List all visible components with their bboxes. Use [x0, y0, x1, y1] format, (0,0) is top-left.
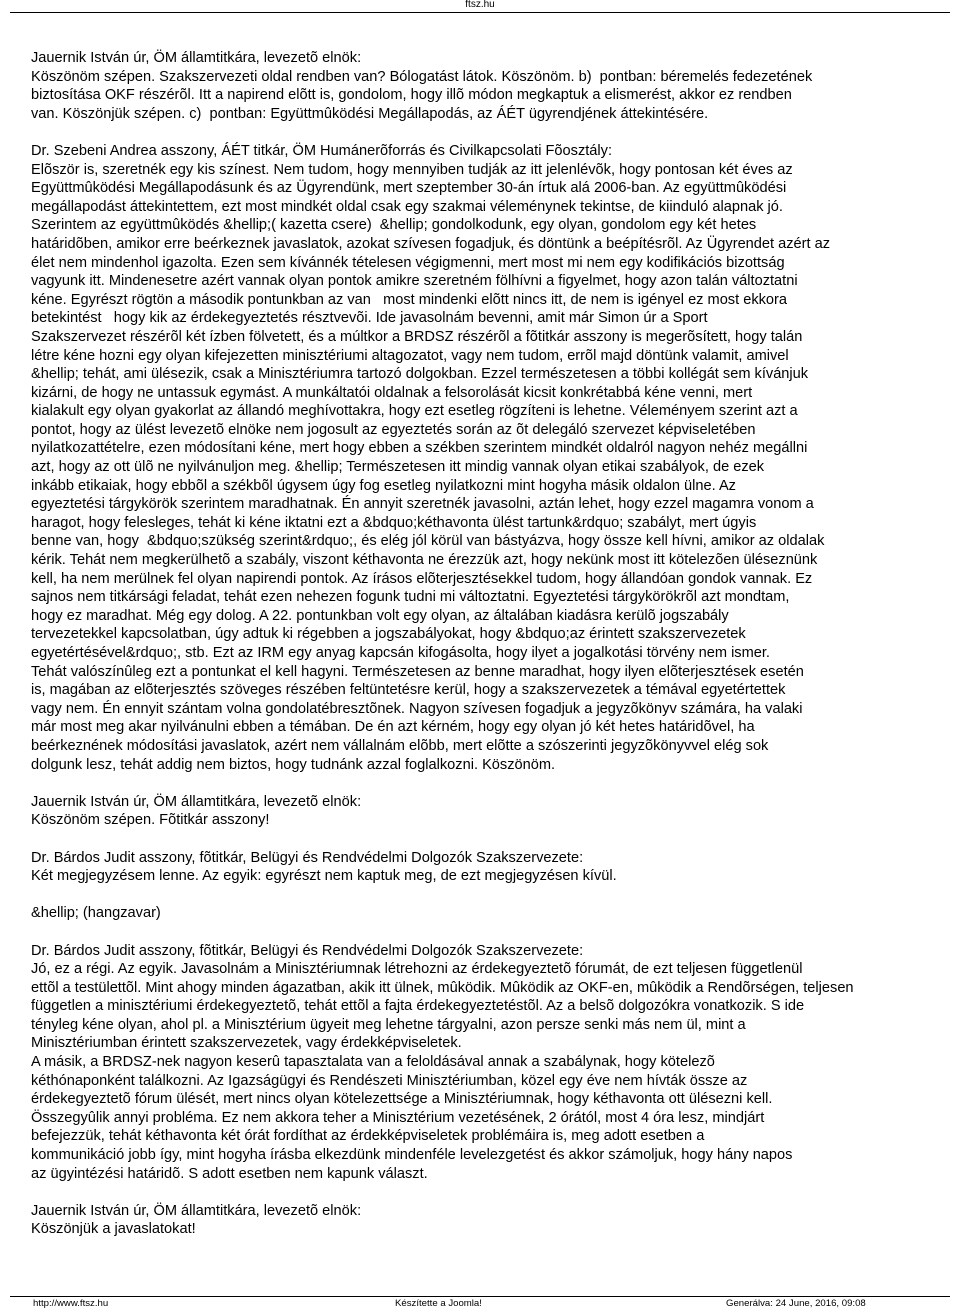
text-line: azt, hogy az ott ülõ ne nyilvánuljon meg. &hellip; Természetesen itt mindig vannak olyan etikai szabályok, de ezek — [31, 459, 765, 476]
text-line: kizárni, de hogy ne untassuk egymást. A munkáltatói oldalnak a felsorolását kicsit konkrétabbá kéne venni, mert — [31, 384, 753, 401]
text-line: már most meg akar nyilvánulni ebben a témában. De én azt kérném, hogy egy olyan jó két hetes határidõvel, ha — [31, 719, 755, 736]
paragraph — [31, 793, 959, 830]
text-line: vagy nem. Én ennyit szántam volna gondolatébresztõnek. Nagyon szívesen fogadjuk a jegyzõkönyv számára, ha valaki — [31, 700, 803, 717]
text-line: megállapodást áttekintettem, ezt most mindkét oldal csak egy szakmai véleménynek tekintse, de kiinduló alapnak jó. — [31, 198, 783, 215]
text-line: nyilatkozattételre, ezen módosítani kéne, mert hogy ebben a székben szerintem mindkét oldalról nagyon nehéz megállni — [31, 440, 808, 457]
text-line: &hellip; (hangzavar) — [31, 905, 161, 922]
text-line: hogy ez maradhat. Még egy dolog. A 22. pontunkban volt egy olyan, az általában kiadásra kerülõ jogszabály — [31, 607, 729, 624]
text-line: Elõször is, szeretnék egy kis színest. Nem tudom, hogy mennyiben tudják az itt jelenlévõk, hogy pontosan két éves az — [31, 161, 793, 178]
text-line: Összegyûlik annyi probléma. Ez nem akkora teher a Minisztérium vezetésének, 2 órától, most 4 óra lesz, mindjárt — [31, 1109, 765, 1126]
text-line: &hellip; tehát, ami ülésezik, csak a Minisztériumra tartozó dolgokban. Ezzel természetesen a többi kollégát sem kívánjuk — [31, 366, 809, 383]
text-line: Jó, ez a régi. Az egyik. Javasolnám a Minisztériumnak létrehozni az érdekegyeztetõ fórumát, de ezt teljesen függetlenül — [31, 961, 803, 978]
text-line: haragot, hogy felesleges, tehát ki kéne iktatni ezt a &bdquo;kéthavonta ülést tartunk&rdquo; szabályt, mert úgyis — [31, 514, 757, 531]
text-line: Köszönöm szépen. Szakszervezeti oldal rendben van? Bólogatást látok. Köszönöm. b) pontban: béremelés fedezetének — [31, 68, 813, 85]
text-line: egyeztetési tárgykörök szerintem maradhatnak. Én annyit szeretnék javasolni, aztán lehet, hogy ezzel magamra vonom a — [31, 496, 814, 513]
document-body — [31, 49, 959, 1258]
text-line: kell, ha nem merülnek fel olyan napirendi pontok. Az írásos elõterjesztésekkel tudom, hogy állandóan gondok vannak. Ez — [31, 570, 813, 587]
text-line: Köszönöm szépen. Fõtitkár asszony! — [31, 812, 270, 829]
text-line: élet nem mindenhol igazolta. Ezen sem kívánnék tételesen végigmenni, mert most mi nem egy kodifikációs bizottság — [31, 254, 785, 271]
text-line: dolgunk lesz, tehát addig nem biztos, hogy tudnánk azzal foglalkozni. Köszönöm. — [31, 756, 556, 773]
paragraph — [31, 849, 959, 886]
footer-divider — [10, 1296, 950, 1297]
footer-credit: Készítette a Joomla! — [395, 1298, 482, 1309]
footer-generated-date: Generálva: 24 June, 2016, 09:08 — [726, 1298, 866, 1309]
text-line: Köszönjük a javaslatokat! — [31, 1221, 196, 1238]
text-line: sajnos nem titkársági feladat, tehát ezen nehezen fogunk tudni mi változtatni. Egyeztetési tárgykörökrõl azt mondtam, — [31, 589, 790, 606]
paragraph — [31, 1202, 959, 1239]
text-line: Dr. Szebeni Andrea asszony, ÁÉT titkár, ÖM Humánerõforrás és Civilkapcsolati Fõosztály: — [31, 142, 613, 159]
text-line: Együttmûködési Megállapodásunk és az Ügyrendünk, mert szeptember 30-án írtuk alá 2006-ban. Az együttmûködési — [31, 180, 787, 197]
text-line: kialakult egy olyan gyakorlat az állandó meghívottakra, hogy ezt esetleg rögzíteni is lehetne. Véleményem szerint azt a — [31, 403, 798, 420]
text-line: az ügyintézési határidõ. S adott esetben nem kapunk választ. — [31, 1165, 428, 1182]
text-line: befejezzük, tehát kéthavonta két órát fordíthat az érdekképviseletek problémáira is, meg adott esetben a — [31, 1128, 705, 1145]
text-line: ettõl a testülettõl. Mint ahogy minden ágazatban, akik itt ülnek, mûködik. Mûködik az OKF-en, mûködik a Rendõrségen, teljesen — [31, 979, 854, 996]
text-line: létre kéne hozni egy olyan kifejezetten minisztériumi altagozatot, vagy nem tudom, errõl majd döntünk valamit, amivel — [31, 347, 789, 364]
text-line: Jauernik István úr, ÖM államtitkára, levezetõ elnök: — [31, 50, 362, 66]
text-line: beérkeznének módosítási javaslatok, azért nem vállalnám elõbb, mert elõtte a szószerinti jegyzõkönyvvel elég sok — [31, 737, 769, 754]
text-line: Szakszervezet részérõl két ízben fölvetett, és a múltkor a BRDSZ részérõl a fõtitkár asszony is megerõsített, hogy talán — [31, 328, 803, 345]
text-line: inkább etikaiak, hogy ebbõl a székbõl úgysem úgy fog esetleg nyilatkozni mint hogyha másik oldalon ülne. Az — [31, 477, 736, 494]
text-line: biztosítása OKF részérõl. Itt a napirend elõtt is, gondolom, hogy illõ módon megkaptuk a elismerést, akkor ez rendben — [31, 87, 792, 104]
text-line: Jauernik István úr, ÖM államtitkára, levezetõ elnök: — [31, 793, 362, 810]
text-line: kéthónaponként találkozni. Az Igazságügyi és Rendészeti Minisztériumban, közel egy éve nem hívták össze az — [31, 1072, 748, 1089]
footer-site-link[interactable]: http://www.ftsz.hu — [33, 1298, 109, 1309]
text-line: határidõben, amikor erre beérkeznek javaslatok, azokat szívesen fogadjuk, és döntünk a beépítésrõl. Az Ügyrendet azért az — [31, 235, 831, 252]
text-line: Dr. Bárdos Judit asszony, fõtitkár, Belügyi és Rendvédelmi Dolgozók Szakszervezete: — [31, 942, 584, 959]
text-line: betekintést hogy kik az érdekegyeztetés résztvevõi. Ide javasolnám bevenni, amit már Simon úr a Sport — [31, 310, 708, 327]
text-line: vagyunk itt. Mindenesetre azért vannak olyan pontok amikre szeretném fölhívni a figyelmet, hogy azon talán változtatni — [31, 273, 798, 290]
paragraph — [31, 904, 959, 923]
paragraph — [31, 49, 959, 123]
site-header: ftsz.hu — [465, 0, 495, 10]
text-line: Dr. Bárdos Judit asszony, fõtitkár, Belügyi és Rendvédelmi Dolgozók Szakszervezete: — [31, 849, 584, 866]
text-line: Minisztériumban érintett szakszervezetek, vagy érdekképviseletek. — [31, 1035, 462, 1052]
paragraph — [31, 142, 959, 774]
text-line: Szerintem az együttmûködés &hellip;( kazetta csere) &hellip; gondolkodunk, egy olyan, gondolom egy két hetes — [31, 217, 757, 234]
text-line: kéne. Egyrészt rögtön a második pontunkban az van most mindenki elõtt nincs itt, de nem is igényel ez most ekkora — [31, 291, 788, 308]
header-divider — [10, 12, 950, 13]
text-line: van. Köszönjük szépen. c) pontban: Együttmûködési Megállapodás, az ÁÉT ügyrendjének áttekintésére. — [31, 105, 709, 122]
text-line: egyetértésével&rdquo;, stb. Ezt az IRM egy anyag kapcsán kifogásolta, hogy ilyet a jogalkotási törvény nem ismer. — [31, 645, 770, 661]
text-line: benne van, hogy &bdquo;szükség szerint&rdquo;, és elég jól körül van bástyázva, hogy össze kell hívni, amikor az oldalak — [31, 533, 825, 550]
text-line: pontot, hogy az ülést levezetõ elnöke nem jogosult az egyeztetés során az õt delegáló szervezet képviseletében — [31, 421, 756, 438]
text-line: Tehát valószínûleg ezt a pontunkat el kell hagyni. Természetesen az benne maradhat, hogy ilyen elõterjesztések esetén — [31, 663, 804, 680]
text-line: tényleg kéne olyan, ahol pl. a Minisztérium ügyeit meg lehetne tárgyalni, azon persze senki más nem ül, mint a — [31, 1016, 746, 1033]
text-line: Két megjegyzésem lenne. Az egyik: egyrészt nem kaptuk meg, de ezt megjegyzésen kívül. — [31, 868, 617, 885]
text-line: kommunikáció jobb így, mint hogyha írásba elkezdünk mindenféle levelezgetést és akkor számoljuk, hogy hány napos — [31, 1147, 793, 1164]
text-line: A másik, a BRDSZ-nek nagyon keserû tapasztalata van a feloldásával annak a szabálynak, hogy kötelezõ — [31, 1054, 715, 1071]
text-line: is, magában az elõterjesztés szöveges részében feltüntetésre kerül, hogy a szakszervezetek a témával egyetértettek — [31, 682, 786, 699]
text-line: érdekegyeztetõ fórum ülését, mert nincs olyan kötelezettsége a Minisztériumnak, hogy kéthavonta ott ülésezni kell. — [31, 1091, 773, 1108]
text-line: független a minisztériumi érdekegyeztetõ, tehát ettõl a fajta érdekegyeztetéstõl. Az a belsõ dolgozókra vonatkozik. S ide — [31, 998, 805, 1015]
text-line: kérik. Tehát nem megkerülhetõ a szabály, viszont kéthavonta ne érezzük azt, hogy nekünk most itt kötelezõen üléseznünk — [31, 552, 818, 569]
paragraph — [31, 942, 959, 1184]
text-line: tervezetekkel kapcsolatban, úgy adtuk ki régebben a jogszabályokat, hogy &bdquo;az érintett szakszervezetek — [31, 626, 746, 643]
text-line: Jauernik István úr, ÖM államtitkára, levezetõ elnök: — [31, 1202, 362, 1219]
